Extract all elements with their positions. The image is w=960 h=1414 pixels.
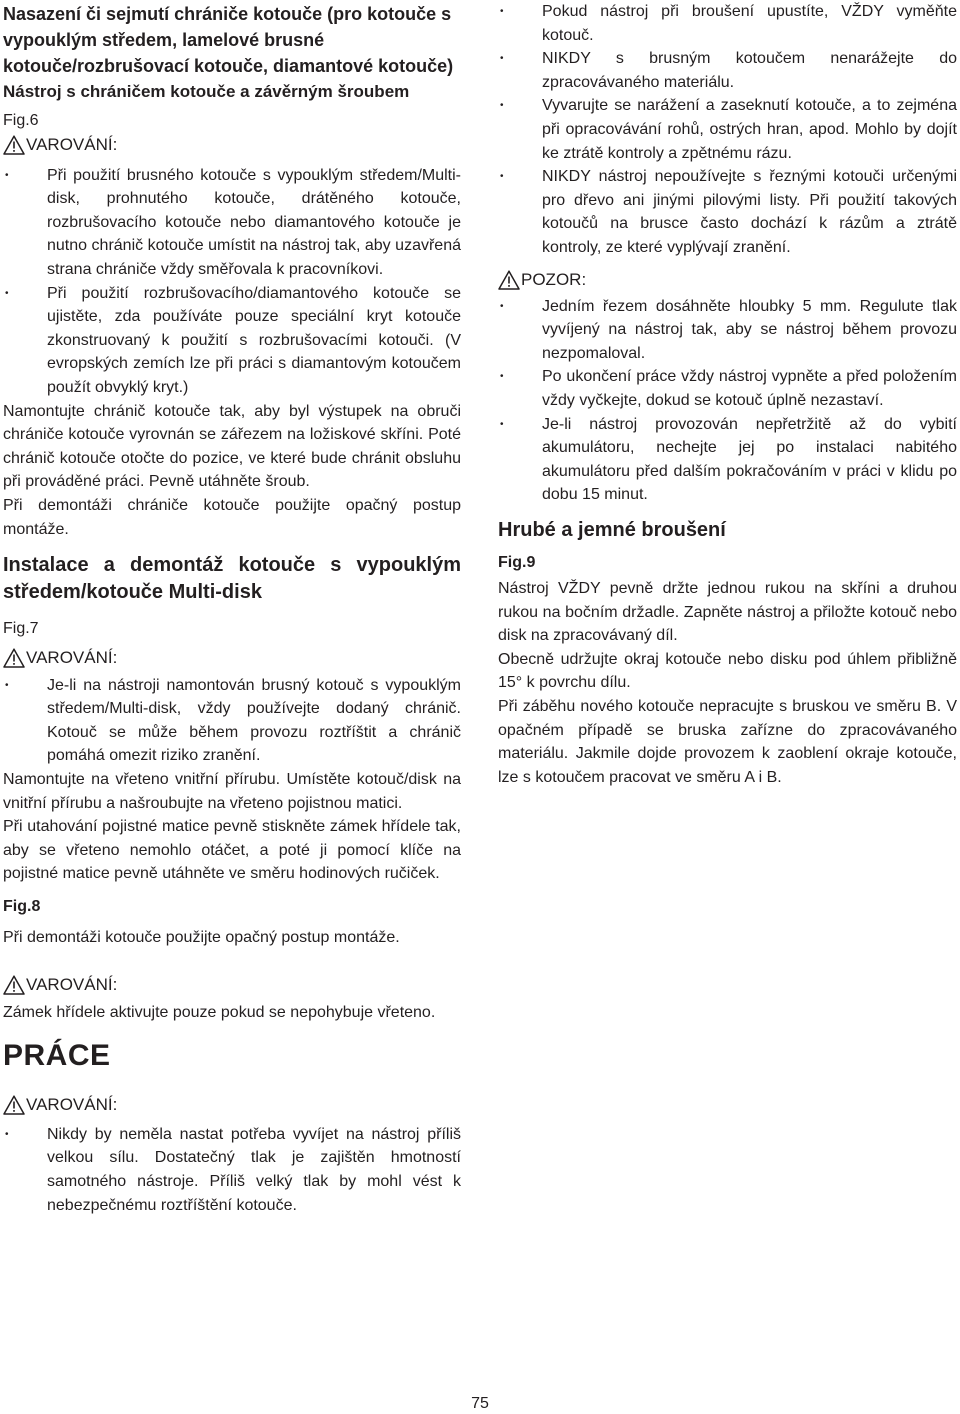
list-item: • NIKDY s brusným kotoučem nenarážejte do zpracovávaného materiálu.: [498, 47, 957, 94]
paragraph: Namontujte chránič kotouče tak, aby byl výstupek na obruči chrániče kotouče vyrovnán se zářezem na ložiskové skříni. Poté chránič kotouče otočte do pozice, ve které bude chránit obsluhu při prováděné práci. Pevně utáhněte šroub.: [3, 402, 461, 491]
paragraph: Při utahování pojistné matice pevně stiskněte zámek hřídele tak, aby se vřeteno nemohlo otáčet, a poté ji pomocí klíče na pojistné matice pevně utáhněte ve směru hodinových ručiček.: [3, 818, 461, 883]
list-item: • Je-li nástroj provozován nepřetržitě až do vybití akumulátoru, nechejte jej po instalaci nabitého akumulátoru před dalším pokračováním v práci v klidu po dobu 15 minut.: [498, 413, 957, 507]
warning-label-4: [3, 1093, 461, 1117]
section-heading-install: Instalace a demontáž kotouče s vypouklým středem/kotouče Multi-disk: [3, 554, 461, 603]
list-item: • Při použití brusného kotouče s vypouklým středem/Multi-disk, prohnutého kotouče, drátěného kotouče, rozbrušovacího kotouče nebo diamantového kotouče je nutno chránič kotouče umístit na nástroj tak, aby uzavřená strana chrániče vždy směřovala k pracovníkovi.: [3, 164, 461, 282]
warning-triangle-icon: [3, 975, 25, 995]
list-item: • Pokud nástroj při broušení upustíte, VŽDY vyměňte kotouč.: [498, 0, 957, 47]
paragraph: Namontujte na vřeteno vnitřní přírubu. Umístěte kotouč/disk na vnitřní přírubu a našroubujte na vřeteno pojistnou matici.: [3, 771, 461, 812]
warning-triangle-icon: [3, 135, 25, 155]
list-item: • Nikdy by neměla nastat potřeba vyvíjet na nástroj příliš velkou sílu. Dostatečný tlak je zajištěn hmotností samotného nástroje. Příliš velký tlak by mohl vést k nebezpečnému roztříštění kotouče.: [3, 1123, 461, 1217]
warning-text: VAROVÁNÍ:: [26, 647, 118, 667]
warning-triangle-icon: [3, 648, 25, 668]
warning-triangle-icon: [498, 270, 520, 290]
list-item: • Po ukončení práce vždy nástroj vypněte a před položením vždy vyčkejte, dokud se kotouč úplně nezastaví.: [498, 365, 957, 412]
caution-label: [498, 268, 957, 292]
caution-text: POZOR:: [521, 269, 587, 289]
figure-ref-6: Fig.6: [3, 112, 39, 129]
paragraph: Při demontáži kotouče použijte opačný postup montáže.: [3, 928, 400, 946]
list-item: • Je-li na nástroji namontován brusný kotouč s vypouklým středem/Multi-disk, vždy používejte dodaný chránič. Kotouč se může během provozu roztříštit a chránič pomáhá omezit riziko zranění.: [3, 674, 461, 768]
paragraph: Obecně udržujte okraj kotouče nebo disku pod úhlem přibližně 15° k povrchu dílu.: [498, 650, 957, 692]
section-heading-work: PRÁCE: [3, 1038, 111, 1072]
figure-ref-8: Fig.8: [3, 898, 41, 916]
paragraph: Při záběhu nového kotouče nepracujte s bruskou ve směru B. V opačném případě se bruska zařízne do zpracovávaného materiálu. Jakmile dojde provozem k zaoblení okraje kotouče, lze s kotoučem pracovat ve směru A i B.: [498, 697, 957, 786]
warning-text: VAROVÁNÍ:: [26, 1094, 118, 1114]
warning-label-3: [3, 973, 461, 997]
list-item: • NIKDY nástroj nepoužívejte s řeznými kotouči určenými pro dřevo ani jinými pilovými listy. Při použití takových kotoučů na brusce často dochází k rázům a ztrátě kontroly, ze které vyplývají zranění.: [498, 165, 957, 259]
figure-ref-7: Fig.7: [3, 620, 39, 638]
paragraph: Při demontáži chrániče kotouče použijte opačný postup montáže.: [3, 496, 461, 538]
warning-label-2: [3, 646, 461, 670]
paragraph: Nástroj VŽDY pevně držte jednou rukou na skříni a druhou rukou na bočním držadle. Zapněte nástroj a přiložte kotouč nebo disk na zpracovávaný díl.: [498, 579, 957, 645]
warning-label-1: [3, 133, 461, 157]
section-heading-guard: Nasazení či sejmutí chrániče kotouče (pro kotouče s vypouklým středem, lamelové brusné kotouče/rozbrušovací kotouče, diamantové kotouče): [3, 4, 454, 76]
page-number: 75: [471, 1395, 489, 1412]
section-subheading-guard: Nástroj s chráničem kotouče a závěrným šroubem: [3, 82, 410, 101]
warning-text: VAROVÁNÍ:: [26, 975, 118, 995]
right-column: [498, 0, 957, 789]
list-item: • Vyvarujte se narážení a zaseknutí kotouče, a to zejména při opracovávání rohů, ostrých hran, apod. Mohlo by dojít ke ztrátě kontroly a zpětnému rázu.: [498, 94, 957, 165]
warning-triangle-icon: [3, 1095, 25, 1115]
figure-ref-9: Fig.9: [498, 554, 536, 572]
section-heading-grinding: Hrubé a jemné broušení: [498, 518, 726, 541]
list-item: • Jedním řezem dosáhněte hloubky 5 mm. Regulute tlak vyvíjený na nástroj tak, aby se nástroj během provozu nezpomaloval.: [498, 295, 957, 366]
left-column: [3, 0, 461, 1217]
warning-text: VAROVÁNÍ:: [26, 134, 118, 154]
list-item: • Při použití rozbrušovacího/diamantového kotouče se ujistěte, zda používáte pouze speciální kryt kotouče zkonstruovaný k použití s rozbrušovacími kotouči. (V evropských zemích lze při práci s diamantovým kotoučem použít obvyklý kryt.): [3, 282, 461, 400]
paragraph: Zámek hřídele aktivujte pouze pokud se nepohybuje vřeteno.: [3, 1004, 436, 1022]
